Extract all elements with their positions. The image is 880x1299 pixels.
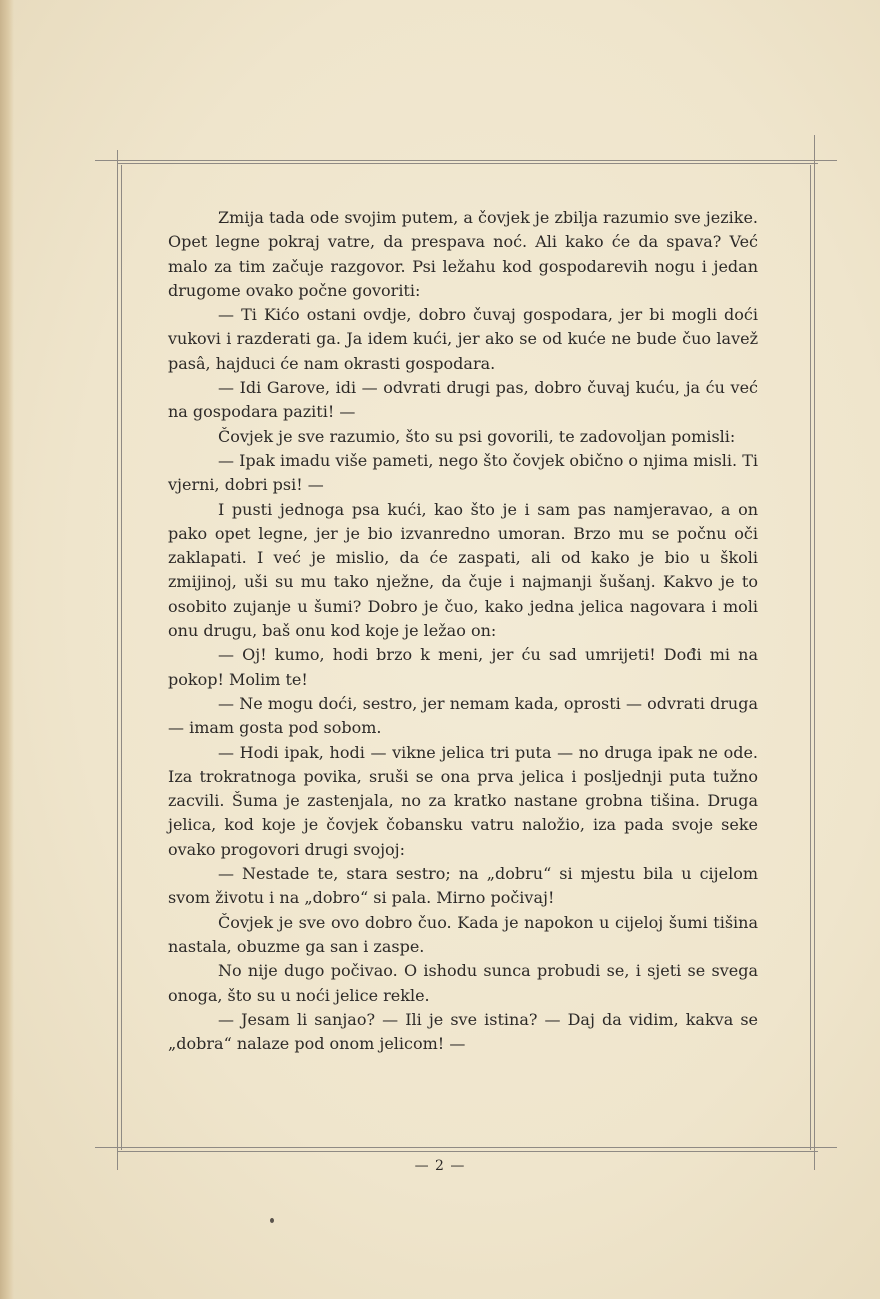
page-number: — 2 — <box>414 1158 466 1174</box>
frame-left-line <box>117 150 118 1170</box>
paragraph: Čovjek je sve ovo dobro čuo. Kada je napokon u cijeloj šumi tišina nastala, obuzme ga san i zaspe. <box>168 912 758 956</box>
frame-bottom-line <box>95 1147 837 1148</box>
paragraph: — Idi Garove, idi — odvrati drugi pas, dobro čuvaj kuću, ja ću već na gospodara paziti! — <box>168 378 758 422</box>
paragraph: Čovjek je sve razumio, što su psi govorili, te zadovoljan pomisli: <box>218 426 736 446</box>
paragraph: No nije dugo počivao. O ishodu sunca probudi se, i sjeti se svega onoga, što su u noći jelice rekle. <box>168 961 758 1005</box>
page-left-edge <box>0 0 14 1299</box>
paragraph: — Jesam li sanjao? — Ili je sve istina? — Daj da vidim, kakva se „dobra“ nalaze pod onom jelicom! — <box>168 1009 758 1054</box>
frame-bottom-line-inner <box>118 1151 818 1152</box>
paragraph: — Nestade te, stara sestro; na „dobru“ si mjestu bila u cijelom svom životu i na „dobro“ si pala. Mirno počivaj! <box>168 864 758 908</box>
paragraph: — Oj! kumo, hodi brzo k meni, jer ću sad umrijeti! Dođi mi na pokop! Molim te! <box>168 645 758 689</box>
frame-left-line-inner <box>121 165 122 1150</box>
frame-top-line <box>95 160 837 161</box>
frame-right-line-inner <box>810 165 811 1150</box>
paragraph: — Ipak imadu više pameti, nego što čovjek obično o njima misli. Ti vjerni, dobri psi! — <box>168 450 758 495</box>
paragraph: Zmija tada ode svojim putem, a čovjek je zbilja razumio sve jezike. Opet legne pokraj vatre, da prespava noć. Ali kako će da spava? Već malo za tim začuje razgovor. Psi ležahu kod gospodarevih nogu i jedan drugome ovako počne govoriti: <box>168 208 758 300</box>
paragraph: — Hodi ipak, hodi — vikne jelica tri puta — no druga ipak ne ode. Iza trokratnoga povika, sruši se ona prva jelica i posljednji puta tužno zacvili. Šuma je zastenjala, no za kratko nastane grobna tišina. Druga jelica, kod koje je čovjek čobansku vatru naložio, iza pada svoje seke ovako progovori drugi svojoj: <box>168 742 758 859</box>
paragraph: — Ti Kićo ostani ovdje, dobro čuvaj gospodara, jer bi mogli doći vukovi i razderati ga. Ja idem kući, jer ako se od kuće ne bude čuo lavež pasâ, hajduci će nam okrasti gospodara. <box>168 305 758 373</box>
frame-right-line <box>814 135 815 1170</box>
story-text <box>168 206 758 1056</box>
paragraph: I pusti jednoga psa kući, kao što je i sam pas namjeravao, a on pako opet legne, jer je bio izvanredno umoran. Brzo mu se počnu oči zaklapati. I već je mislio, da će zaspati, ali od kako je bio u školi zmijinoj, uši su mu tako nježne, da čuje i najmanji šušanj. Kakvo je to osobito zujanje u šumi? Dobro je čuo, kako jedna jelica nagovara i moli onu drugu, baš onu kod koje je ležao on: <box>168 499 758 641</box>
paragraph: — Ne mogu doći, sestro, jer nemam kada, oprosti — odvrati druga — imam gosta pod sobom. <box>168 693 758 738</box>
frame-top-line-inner <box>118 163 818 164</box>
ink-speck <box>270 1218 274 1223</box>
